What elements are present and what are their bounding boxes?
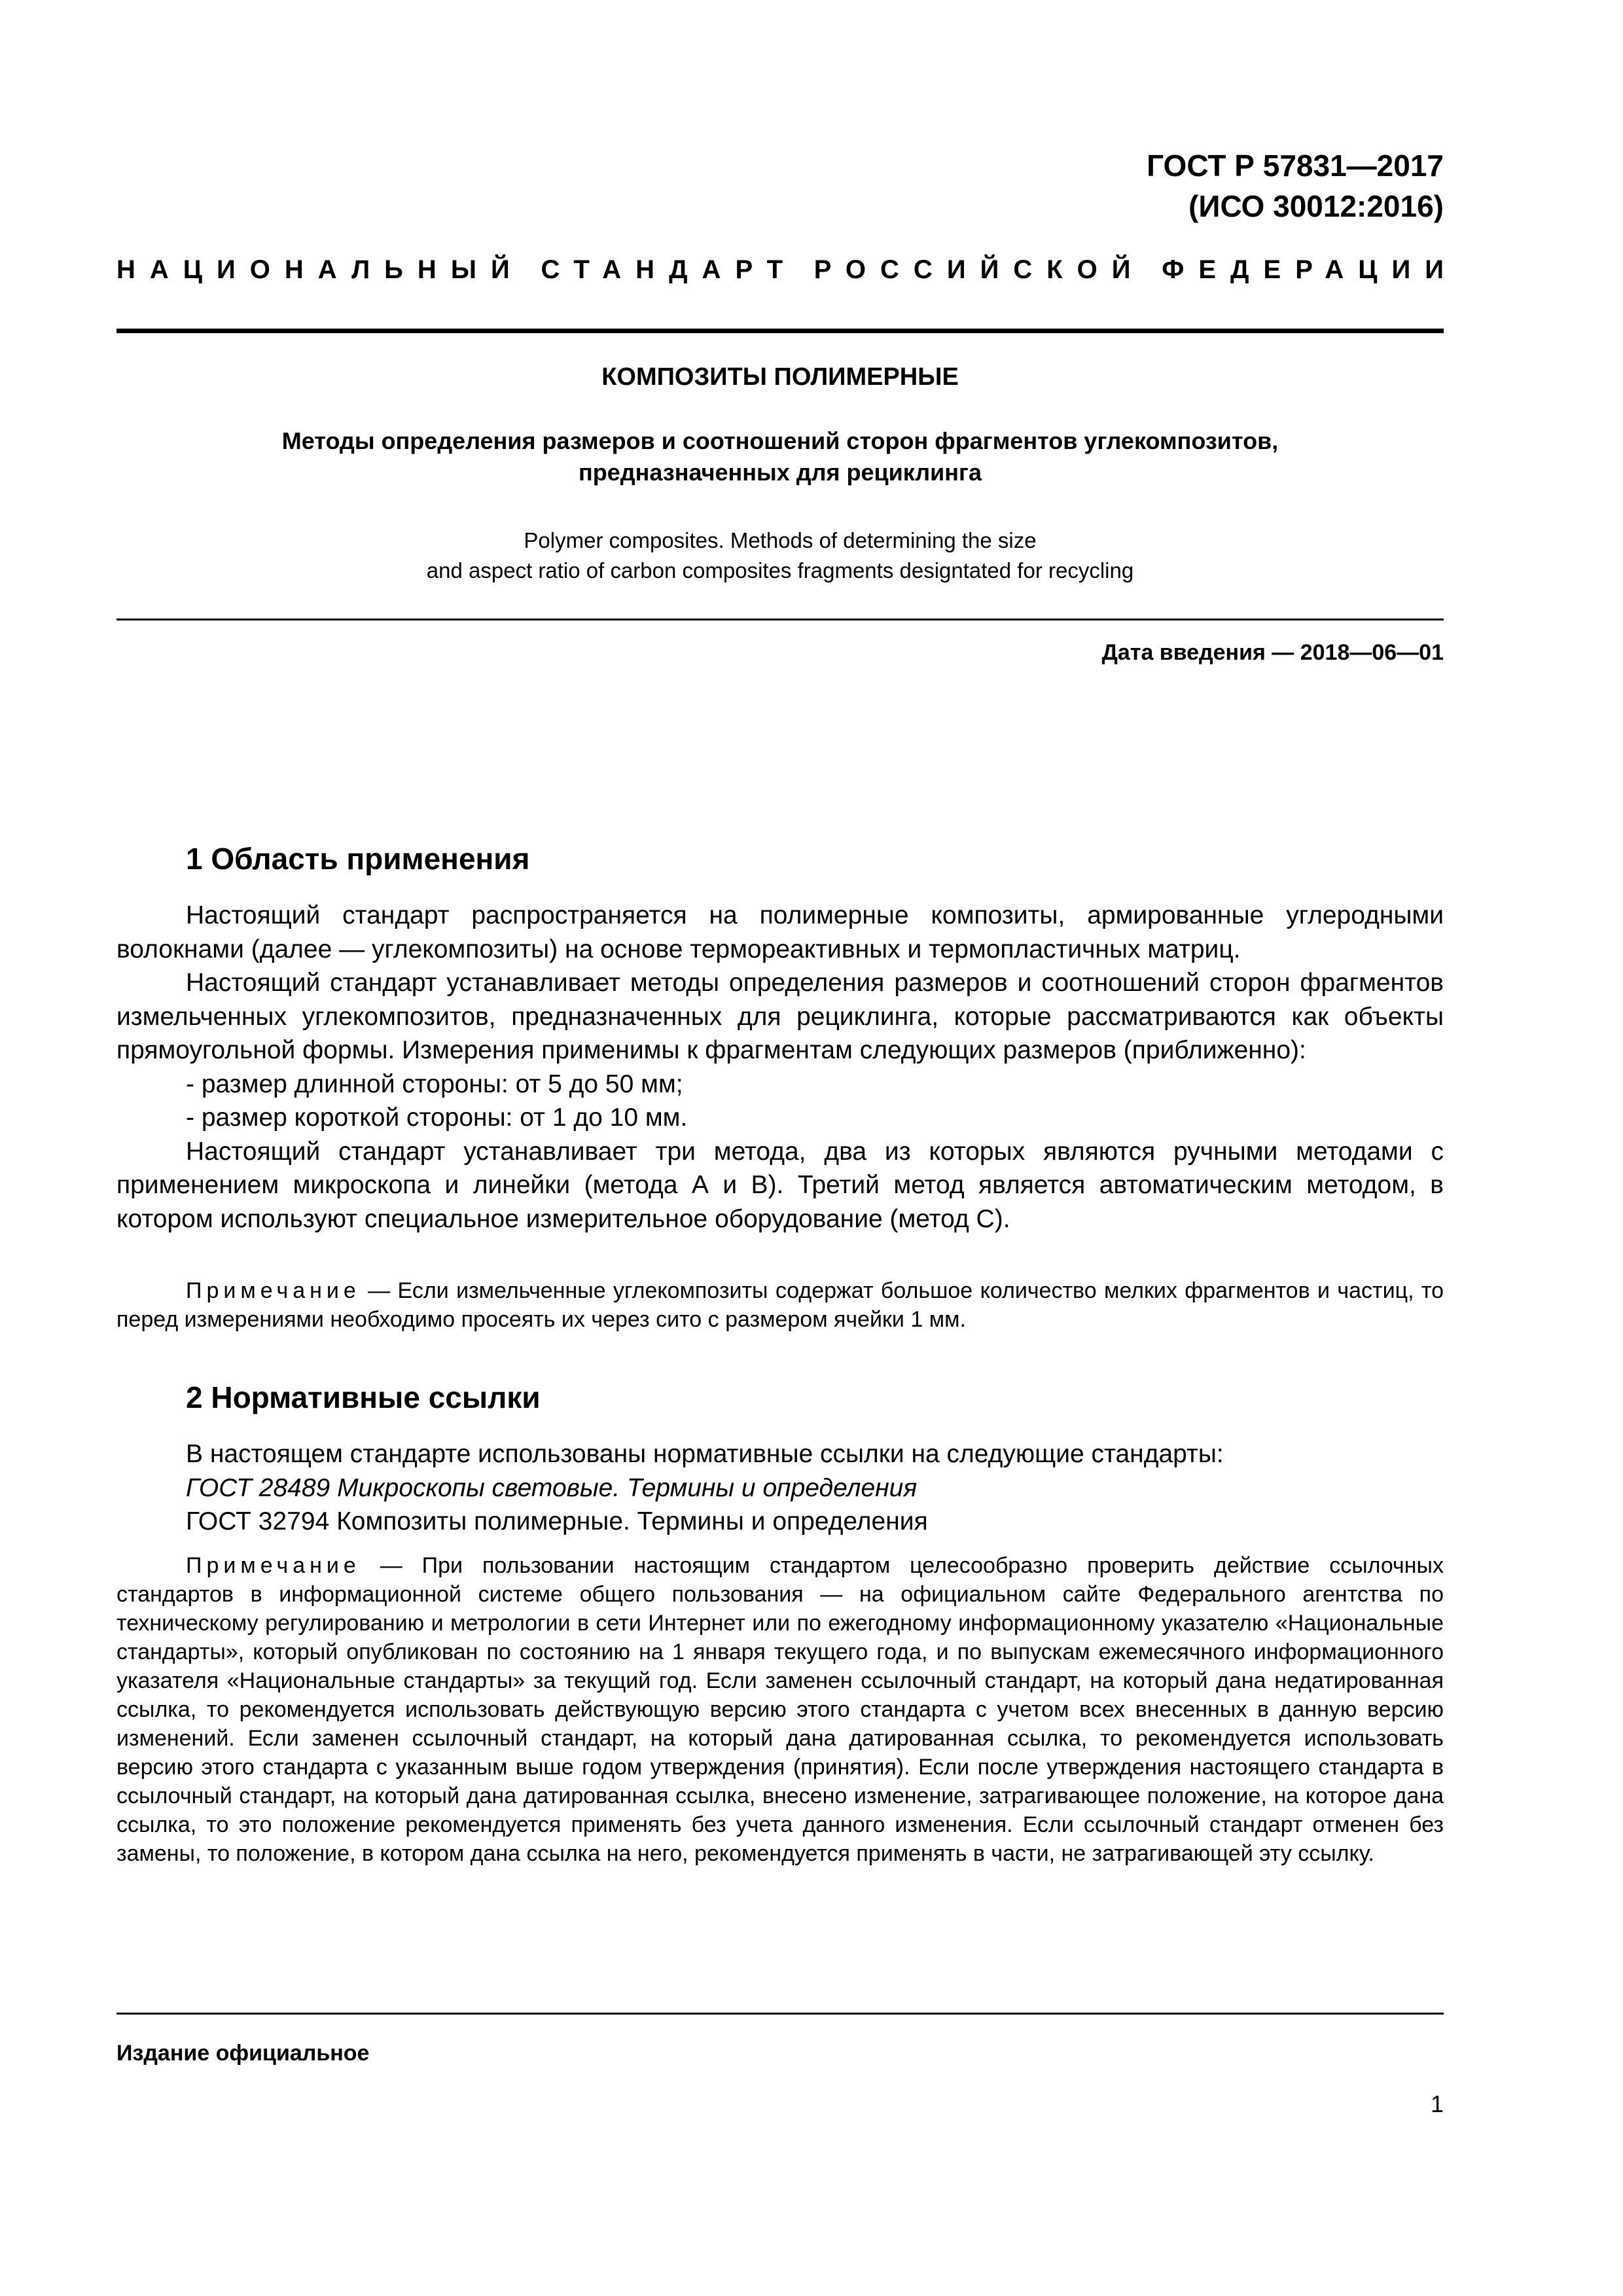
note-text: — Если измельченные углекомпозиты содержат большое количество мелких фрагментов и частиц, то перед измерениями необходимо просеять их через сито с размером ячейки 1 мм. [116,1278,1444,1332]
section-2-note [116,1551,1444,1868]
english-title-line: and aspect ratio of carbon composites fragments designtated for recycling [426,558,1134,583]
footer-divider [116,2013,1444,2015]
note-label: Примечание [186,1278,361,1303]
paragraph: Настоящий стандарт распространяется на полимерные композиты, армированные углеродными волокнами (далее — углекомпозиты) на основе термореактивных и термопластичных матриц. [116,901,1444,963]
reference-item: ГОСТ 32794 Композиты полимерные. Термины и определения [186,1507,928,1535]
gost-number-block [1147,145,1444,226]
paragraph: В настоящем стандарте использованы нормативные ссылки на следующие стандарты: [186,1440,1224,1468]
banner-word: СТАНДАРТ [541,255,798,284]
banner-word: НАЦИОНАЛЬНЫЙ [116,255,524,284]
english-title [116,526,1444,586]
subtitle-line: предназначенных для рециклинга [579,459,982,486]
banner-word: РОССИЙСКОЙ [813,255,1145,284]
introduction-date: Дата введения — 2018—06—01 [1101,640,1444,665]
gost-number: ГОСТ Р 57831—2017 [1147,149,1444,183]
paragraph: Настоящий стандарт устанавливает три метода, два из которых являются ручными методами с применением микроскопа и линейки (метода А и В). Третий метод является автоматическим методом, в котором используют специальное измерительное оборудование (метод С). [116,1137,1444,1233]
note-label: Примечание [186,1553,361,1578]
list-item: - размер короткой стороны: от 1 до 10 мм. [186,1103,688,1132]
paragraph: Настоящий стандарт устанавливает методы определения размеров и соотношений сторон фрагментов измельченных углекомпозитов, предназначенных для рециклинга, которые рассматриваются как объекты прямоугольной формы. Измерения применимы к фрагментам следующих размеров (приближенно): [116,969,1444,1064]
section-2-heading: 2 Нормативные ссылки [186,1380,541,1414]
section-1-heading: 1 Область применения [186,842,530,876]
header-divider [116,329,1444,333]
section-1-note [116,1276,1444,1334]
english-title-line: Polymer composites. Methods of determining the size [524,528,1037,552]
section-2-body [116,1437,1444,1539]
document-title: КОМПОЗИТЫ ПОЛИМЕРНЫЕ [601,363,959,391]
list-item: - размер длинной стороны: от 5 до 50 мм; [186,1069,683,1098]
title-divider [116,619,1444,620]
banner-word: ФЕДЕРАЦИИ [1162,255,1458,284]
note-text: — При пользовании настоящим стандартом целесообразно проверить действие ссылочных стандартов в информационной системе общего пользования — на официальном сайте Федерального агентства по техническому регулированию и метрологии в сети Интернет или по ежегодному информационному указателю «Национальные стандарты», который опубликован по состоянию на 1 января текущего года, и по выпускам ежемесячного информационного указателя «Национальные стандарты» за текущий год. Если заменен ссылочный стандарт, на который дана недатированная ссылка, то рекомендуется использовать действующую версию этого стандарта с учетом всех внесенных в данную версию изменений. Если заменен ссылочный стандарт, на который дана датированная ссылка, то рекомендуется использовать версию этого стандарта с указанным выше годом утверждения (принятия). Если после утверждения настоящего стандарта в ссылочный стандарт, на который дана датированная ссылка, внесено изменение, затрагивающее положение, на которое дана ссылка, то это положение рекомендуется применять без учета данного изменения. Если ссылочный стандарт отменен без замены, то положение, в котором дана ссылка на него, рекомендуется применять в части, не затрагивающей эту ссылку. [116,1553,1444,1866]
page-number: 1 [1430,2090,1444,2117]
official-edition-label: Издание официальное [116,2041,370,2066]
section-1-body [116,899,1444,1236]
subtitle-line: Методы определения размеров и соотношений сторон фрагментов углекомпозитов, [281,427,1279,454]
document-subtitle [116,425,1444,488]
iso-number: (ИСО 30012:2016) [1188,189,1444,223]
reference-item: ГОСТ 28489 Микроскопы световые. Термины и определения [186,1473,918,1502]
national-standard-banner [116,255,1458,285]
